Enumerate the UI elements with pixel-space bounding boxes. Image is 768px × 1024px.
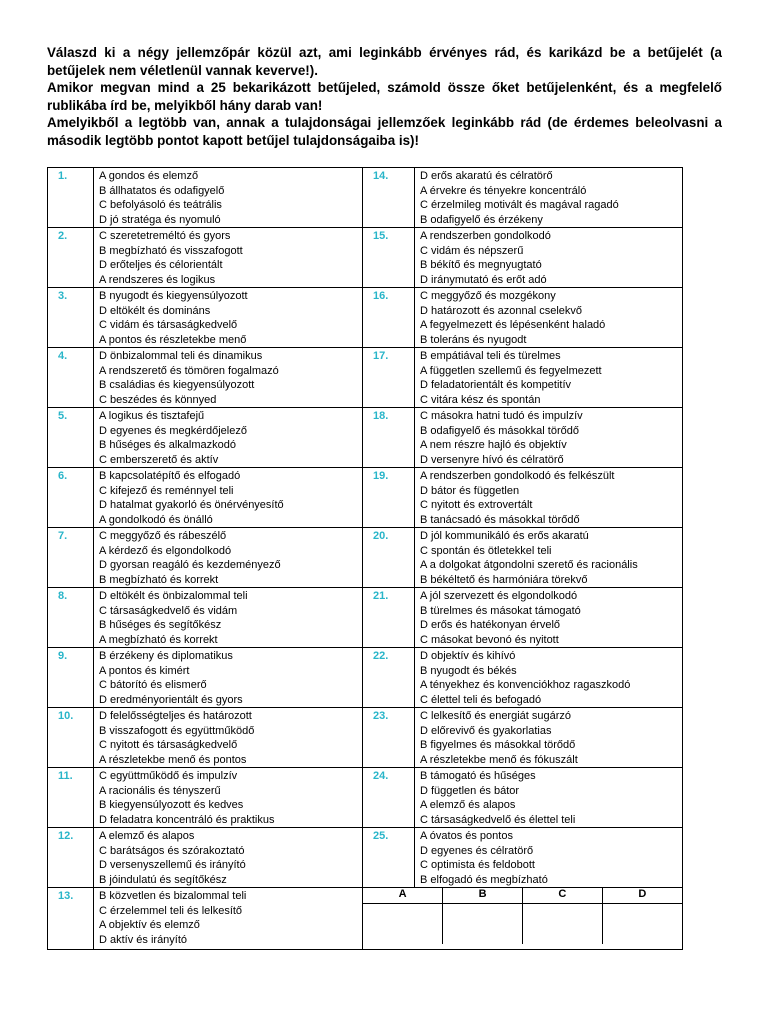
answer-option[interactable]: B megbízható és visszafogott [99,244,243,257]
questionnaire-table [47,167,683,950]
question-options [415,708,683,768]
question-number: 5. [48,408,94,468]
tally-input-row [363,904,682,945]
question-number: 6. [48,468,94,528]
answer-option[interactable]: B családias és kiegyensúlyozott [99,379,255,391]
answer-option[interactable]: B türelmes és másokat támogató [420,604,581,617]
question-number: 20. [363,528,415,588]
question-number: 9. [48,648,94,708]
answer-option[interactable]: A fegyelmezett és lépésenként haladó [420,319,606,331]
question-number: 7. [48,528,94,588]
question-options [94,228,363,288]
answer-option[interactable]: D határozott és azonnal cselekvő [420,304,583,317]
answer-option[interactable]: A megbízható és korrekt [99,633,218,646]
answer-option[interactable]: C másokat bevonó és nyitott [420,633,559,646]
answer-option[interactable]: A a dolgokat átgondolni szerető és racionális [420,559,638,571]
table-row [48,168,683,228]
answer-option[interactable]: B hűséges és segítőkész [99,619,222,631]
question-number: 12. [48,828,94,888]
answer-option[interactable]: A rendszerben gondolkodó [420,230,551,242]
question-options [415,288,683,348]
question-options [94,168,363,228]
answer-option[interactable]: C spontán és ötletekkel teli [420,544,552,557]
question-number: 4. [48,348,94,408]
table-row [48,888,683,950]
answer-option[interactable]: C másokra hatni tudó és impulzív [420,410,583,422]
question-number: 21. [363,588,415,648]
answer-option[interactable]: B kapcsolatépítő és elfogadó [99,470,241,482]
question-number: 22. [363,648,415,708]
answer-option[interactable]: C élettel teli és befogadó [420,693,542,706]
answer-option[interactable]: C nyitott és extrovertált [420,499,533,511]
answer-option[interactable]: B állhatatos és odafigyelő [99,184,225,197]
table-row [48,648,683,708]
tally-header: D [602,888,682,904]
answer-option[interactable]: A elemző és alapos [99,830,195,842]
table-row [48,288,683,348]
question-number: 19. [363,468,415,528]
table-row [48,588,683,648]
question-number: 1. [48,168,94,228]
answer-option[interactable]: B nyugodt és kiegyensúlyozott [99,290,248,302]
tally-header: C [523,888,603,904]
instruction-line-3: Amelyikből a legtöbb van, annak a tulajdonságai jellemzőek leginkább rád (de érdemes beleolvasni a második legtöbb pontot kapott betűjel tulajdonságaiba is)! [47,115,722,148]
answer-option[interactable]: C vitára kész és spontán [420,393,541,406]
answer-option[interactable]: D eltökélt és önbizalommal teli [99,590,248,602]
answer-option[interactable]: D erőteljes és célorientált [99,259,223,271]
question-options [415,648,683,708]
instruction-line-1: Válaszd ki a négy jellemzőpár közül azt, ami leginkább érvényes rád, és karikázd be a betűjelét (a betűjelek nem véletlenül vannak keverve!). [47,45,722,78]
answer-option[interactable]: A rendszeres és logikus [99,273,216,286]
question-options [94,588,363,648]
answer-option[interactable]: A tényekhez és konvenciókhoz ragaszkodó [420,679,631,691]
answer-option[interactable]: A elemző és alapos [420,799,516,811]
answer-option[interactable]: A érvekre és tényekre koncentráló [420,184,587,197]
instruction-line-2: Amikor megvan mind a 25 bekarikázott betűjeled, számold össze őket betűjelenként, és a megfelelő rublikába írd be, melyikből hány darab van! [47,80,722,113]
answer-option[interactable]: A gondolkodó és önálló [99,513,213,526]
question-options [415,168,683,228]
question-number: 3. [48,288,94,348]
question-options [94,828,363,888]
question-number: 8. [48,588,94,648]
answer-option[interactable]: B érzékeny és diplomatikus [99,650,233,662]
answer-option[interactable]: C társaságkedvelő és élettel teli [420,813,576,826]
instructions [47,44,722,149]
answer-option[interactable]: C szeretetreméltó és gyors [99,230,231,242]
question-options [94,468,363,528]
question-options [415,228,683,288]
question-number: 2. [48,228,94,288]
question-options [415,768,683,828]
tally-count-cell[interactable] [443,904,523,945]
answer-option[interactable]: B támogató és hűséges [420,770,536,782]
question-number: 25. [363,828,415,888]
answer-option[interactable]: B közvetlen és bizalommal teli [99,890,247,902]
answer-option[interactable]: D objektív és kihívó [420,650,516,662]
question-number: 23. [363,708,415,768]
answer-option[interactable]: A óvatos és pontos [420,830,513,842]
question-number: 17. [363,348,415,408]
question-options [94,348,363,408]
answer-option[interactable]: C érzelmileg motivált és magával ragadó [420,199,619,211]
answer-option[interactable]: A gondos és elemző [99,170,199,182]
answer-option[interactable]: D versenyre hívó és célratörő [420,453,564,466]
tally-count-cell[interactable] [602,904,682,945]
tally-count-cell[interactable] [523,904,603,945]
answer-option[interactable]: C nyitott és társaságkedvelő [99,739,238,751]
answer-option[interactable]: C meggyőző és mozgékony [420,290,556,302]
tally-header: A [363,888,443,904]
answer-option[interactable]: B nyugodt és békés [420,664,517,677]
answer-option[interactable]: D független és bátor [420,784,520,797]
answer-option[interactable]: D felelősségteljes és határozott [99,710,252,722]
answer-option[interactable]: C emberszerető és aktív [99,453,219,466]
answer-option[interactable]: B békítő és megnyugtató [420,259,542,271]
answer-option[interactable]: D eltökélt és domináns [99,304,211,317]
table-row [48,408,683,468]
answer-option[interactable]: D jól kommunikáló és erős akaratú [420,530,589,542]
question-options [415,468,683,528]
question-options [415,348,683,408]
answer-option[interactable]: D iránymutató és erőt adó [420,273,547,286]
question-number: 16. [363,288,415,348]
answer-option[interactable]: A racionális és tényszerű [99,784,221,797]
question-options [94,288,363,348]
answer-option[interactable]: A független szellemű és fegyelmezett [420,364,602,377]
answer-option[interactable]: A rendszerben gondolkodó és felkészült [420,470,615,482]
question-options [94,408,363,468]
answer-option[interactable]: D egyenes és megkérdőjelező [99,424,247,437]
answer-option[interactable]: C optimista és feldobott [420,859,535,871]
answer-option[interactable]: D feladatorientált és kompetitív [420,379,572,391]
answer-option[interactable]: C együttműködő és impulzív [99,770,238,782]
answer-option[interactable]: B hűséges és alkalmazkodó [99,439,236,451]
answer-option[interactable]: D hatalmat gyakorló és önérvényesítő [99,499,284,511]
question-options [94,708,363,768]
answer-option[interactable]: A részletekbe menő és pontos [99,753,247,766]
question-number: 13. [48,888,94,950]
question-options [415,588,683,648]
answer-option[interactable]: D aktív és irányító [99,933,188,946]
answer-option[interactable]: D eredményorientált és gyors [99,693,243,706]
question-number: 15. [363,228,415,288]
answer-option[interactable]: A nem részre hajló és objektív [420,439,567,451]
question-options [94,528,363,588]
answer-option[interactable]: B békéltető és harmóniára törekvő [420,573,588,586]
answer-option[interactable]: D előrevivő és gyakorlatias [420,724,552,737]
answer-option[interactable]: B elfogadó és megbízható [420,873,548,886]
answer-option[interactable]: C befolyásoló és teátrális [99,199,222,211]
question-number: 11. [48,768,94,828]
tally-header-row [363,888,682,904]
tally-header: B [443,888,523,904]
answer-option[interactable]: D bátor és független [420,484,520,497]
table-row [48,828,683,888]
answer-option[interactable]: B odafigyelő és másokkal törődő [420,424,579,437]
question-number: 10. [48,708,94,768]
question-options [415,528,683,588]
answer-option[interactable]: C vidám és társaságkedvelő [99,319,238,331]
answer-option[interactable]: A logikus és tisztafejű [99,410,205,422]
answer-option[interactable]: B kiegyensúlyozott és kedves [99,799,244,811]
answer-option[interactable]: B toleráns és nyugodt [420,333,527,346]
answer-option[interactable]: D erős akaratú és célratörő [420,170,553,182]
answer-option[interactable]: B figyelmes és másokkal törődő [420,739,576,751]
answer-option[interactable]: A pontos és részletekbe menő [99,333,247,346]
answer-option[interactable]: A jól szervezett és elgondolkodó [420,590,578,602]
table-row [48,468,683,528]
answer-option[interactable]: B odafigyelő és érzékeny [420,213,543,226]
answer-option[interactable]: A kérdező és elgondolkodó [99,544,232,557]
answer-option[interactable]: B tanácsadó és másokkal törődő [420,513,580,526]
answer-option[interactable]: D gyorsan reagáló és kezdeményező [99,559,281,571]
tally-count-cell[interactable] [363,904,443,945]
answer-option[interactable]: C meggyőző és rábeszélő [99,530,227,542]
answer-option[interactable]: D önbizalommal teli és dinamikus [99,350,263,362]
answer-option[interactable]: B jóindulatú és segítőkész [99,873,227,886]
answer-option[interactable]: B visszafogott és együttműködő [99,724,255,737]
answer-option[interactable]: B empátiával teli és türelmes [420,350,561,362]
answer-option[interactable]: A részletekbe menő és fókuszált [420,753,578,766]
table-row [48,708,683,768]
answer-option[interactable]: C társaságkedvelő és vidám [99,604,238,617]
answer-option[interactable]: D egyenes és célratörő [420,844,534,857]
table-row [48,228,683,288]
question-options [415,408,683,468]
question-number: 24. [363,768,415,828]
tally-cell [363,888,683,950]
tally-table [363,888,682,944]
answer-option[interactable]: A rendszerető és tömören fogalmazó [99,364,279,377]
answer-option[interactable]: A pontos és kimért [99,664,190,677]
question-number: 18. [363,408,415,468]
answer-option[interactable]: C vidám és népszerű [420,244,524,257]
answer-option[interactable]: C bátorító és elismerő [99,679,207,691]
table-row [48,528,683,588]
question-options [94,888,363,950]
answer-option[interactable]: C kifejező és reménnyel teli [99,484,234,497]
question-options [94,648,363,708]
answer-option[interactable]: B megbízható és korrekt [99,573,219,586]
question-number: 14. [363,168,415,228]
question-options [94,768,363,828]
table-row [48,768,683,828]
answer-option[interactable]: C beszédes és könnyed [99,393,217,406]
table-row [48,348,683,408]
answer-option[interactable]: D erős és hatékonyan érvelő [420,619,561,631]
answer-option[interactable]: C lelkesítő és energiát sugárzó [420,710,572,722]
answer-option[interactable]: A objektív és elemző [99,919,200,931]
answer-option[interactable]: C barátságos és szórakoztató [99,844,245,857]
answer-option[interactable]: D jó stratéga és nyomuló [99,213,221,226]
answer-option[interactable]: D versenyszellemű és irányító [99,859,246,871]
answer-option[interactable]: C érzelemmel teli és lelkesítő [99,904,243,917]
question-options [415,828,683,888]
answer-option[interactable]: D feladatra koncentráló és praktikus [99,813,275,826]
